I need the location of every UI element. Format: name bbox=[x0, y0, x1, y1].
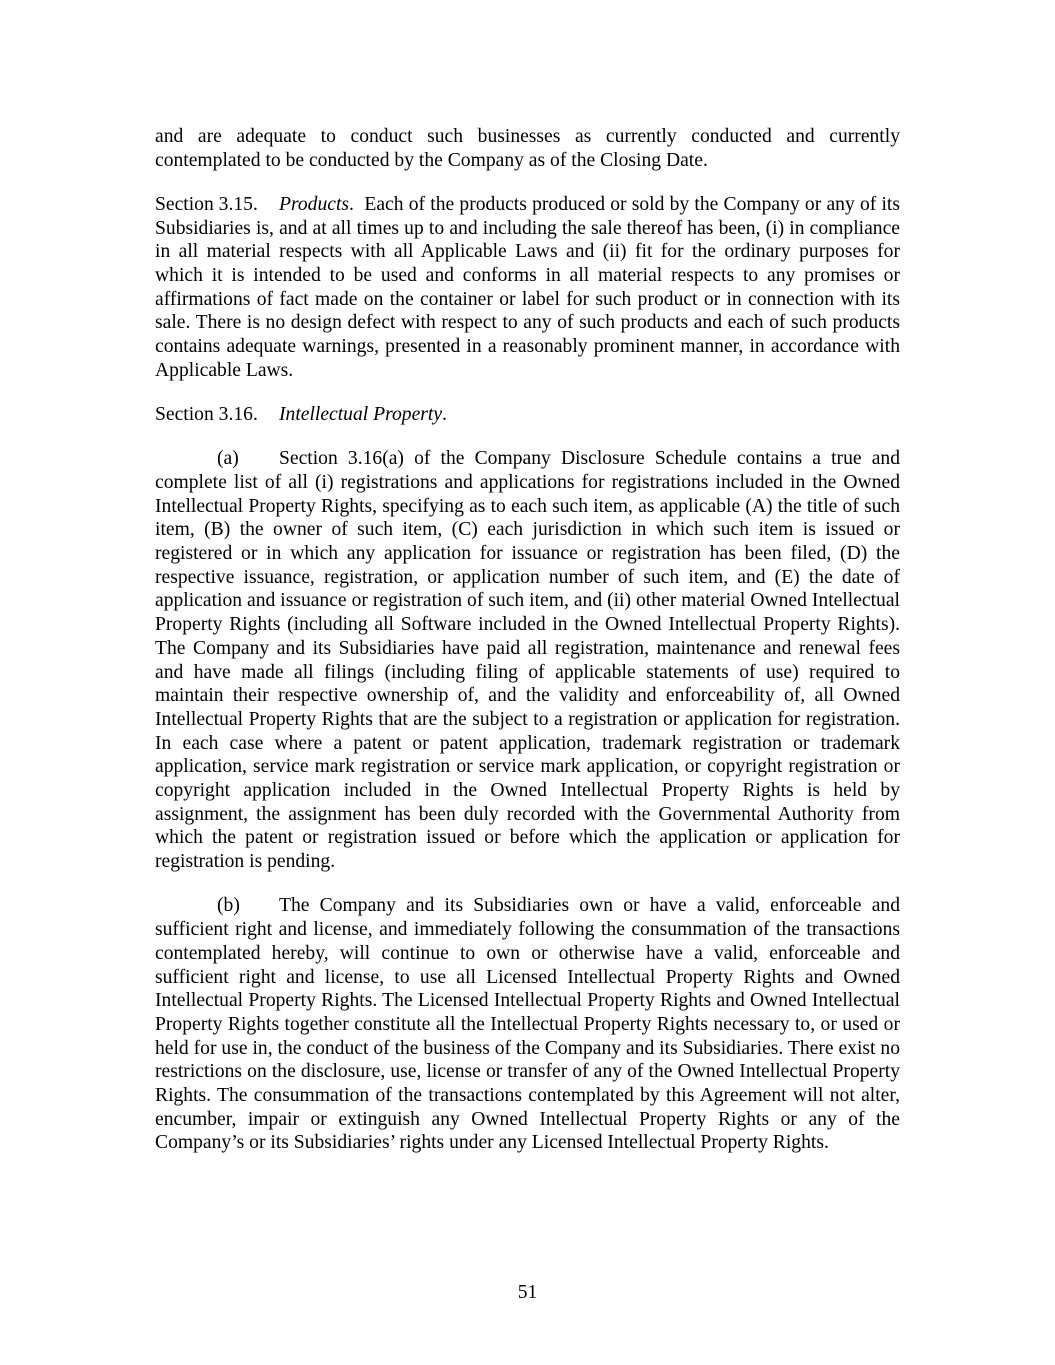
section-3-15-title: Products bbox=[279, 193, 350, 215]
subsection-a-text: Section 3.16(a) of the Company Disclosure Schedule contains a true and complete list of all (i) registrations and applications for registrations included in the Owned Intellectual Property Rights, specifying as to each such item, as applicable (A) the title of such item, (B) the owner of such item, (C) each jurisdiction in which such item is issued or registered or in which any application for issuance or registration has been filed, (D) the respective issuance, registration, or application number of such item, and (E) the date of application and issuance or registration of such item, and (ii) other material Owned Intellectual Property Rights (including all Software included in the Owned Intellectual Property Rights). The Company and its Subsidiaries have paid all registration, maintenance and renewal fees and have made all filings (including filing of applicable statements of use) required to maintain their respective ownership of, and the validity and enforceability of, all Owned Intellectual Property Rights that are the subject to a registration or application for registration. In each case where a patent or patent application, trademark registration or trademark application, service mark registration or service mark application, or copyright registration or copyright application included in the Owned Intellectual Property Rights is held by assignment, the assignment has been duly recorded with the Governmental Authority from which the patent or registration issued or before which the application or application for registration is pending. bbox=[155, 448, 900, 873]
page-number: 51 bbox=[517, 1282, 538, 1303]
section-3-16-title: Intellectual Property bbox=[279, 404, 443, 426]
document-body bbox=[155, 125, 900, 1176]
section-3-15 bbox=[155, 193, 900, 383]
section-3-16-number: Section 3.16. bbox=[155, 404, 258, 426]
subsection-a-label: (a) bbox=[217, 448, 239, 470]
section-3-16-title-suffix: . bbox=[442, 404, 447, 426]
continuation-paragraph: and are adequate to conduct such businesses as currently conducted and currently contemplated to be conducted by the Company as of the Closing Date. bbox=[155, 126, 900, 171]
subsection-b-label: (b) bbox=[217, 895, 240, 917]
section-3-15-number: Section 3.15. bbox=[155, 193, 258, 215]
section-3-15-title-suffix: . bbox=[349, 193, 354, 215]
section-3-15-body: Each of the products produced or sold by the Company or any of its Subsidiaries is, and at all times up to and including the sale thereof has been, (i) in compliance in all material respects with all Applicable Laws and (ii) fit for the ordinary purposes for which it is intended to be used and conforms in all material respects to any promises or affirmations of fact made on the container or label for such product or in connection with its sale. There is no design defect with respect to any of such products and each of such products contains adequate warnings, presented in a reasonably prominent manner, in accordance with Applicable Laws. bbox=[155, 193, 901, 381]
subsection-a bbox=[155, 447, 900, 874]
section-3-16-heading bbox=[155, 403, 900, 427]
subsection-b bbox=[155, 894, 900, 1155]
subsection-b-text: The Company and its Subsidiaries own or have a valid, enforceable and sufficient right and license, and immediately following the consummation of the transactions contemplated hereby, will continue to own or otherwise have a valid, enforceable and sufficient right and license, to use all Licensed Intellectual Property Rights and Owned Intellectual Property Rights. The Licensed Intellectual Property Rights and Owned Intellectual Property Rights together constitute all the Intellectual Property Rights necessary to, or used or held for use in, the conduct of the business of the Company and its Subsidiaries. There exist no restrictions on the disclosure, use, license or transfer of any of the Owned Intellectual Property Rights. The consummation of the transactions contemplated by this Agreement will not alter, encumber, impair or extinguish any Owned Intellectual Property Rights or any of the Company’s or its Subsidiaries’ rights under any Licensed Intellectual Property Rights. bbox=[155, 895, 900, 1154]
